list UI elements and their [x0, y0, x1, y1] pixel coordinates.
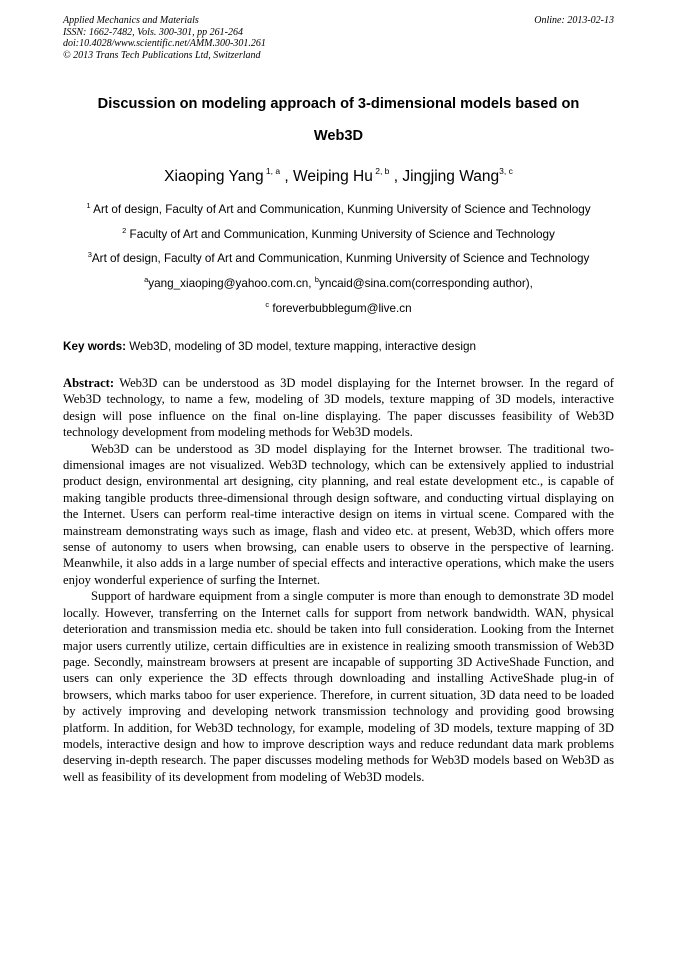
affiliation-number: 2 — [122, 226, 127, 235]
keywords-text: Web3D, modeling of 3D model, texture mapping, interactive design — [126, 340, 476, 353]
journal-doi: doi:10.4028/www.scientific.net/AMM.300-301.261 — [63, 38, 266, 49]
author-name: Xiaoping Yang — [164, 168, 264, 185]
author-name: Weiping Hu — [293, 168, 373, 185]
affiliation-text: Art of design, Faculty of Art and Communication, Kunming University of Science and Technology — [90, 203, 591, 216]
title-line-2: Web3D — [313, 128, 364, 144]
email-c[interactable]: foreverbubblegum@live.cn — [269, 302, 412, 315]
author-emails — [63, 276, 614, 292]
email-b[interactable]: yncaid@sina.com(corresponding author), — [318, 277, 533, 290]
email-superscript: a — [144, 275, 149, 284]
journal-copyright: © 2013 Trans Tech Publications Ltd, Switzerland — [63, 49, 261, 61]
email-superscript: b — [314, 275, 319, 284]
abstract-paragraph — [63, 375, 614, 441]
author-name: Jingjing Wang — [402, 168, 500, 185]
author-email-c — [63, 301, 614, 317]
title-line-1: Discussion on modeling approach of 3-dimensional models based on — [97, 96, 580, 112]
abstract-label: Abstract: — [63, 376, 115, 390]
affiliation-number: 3 — [87, 250, 92, 259]
affiliation — [63, 202, 614, 218]
online-date: Online: 2013-02-13 — [534, 15, 614, 26]
abstract-text: Web3D can be understood as 3D model displaying for the Internet browser. In the regard of Web3D technology, to name a few, modeling of 3D models, texture mapping of 3D models, interactive design will pose influence on the final on-line displaying. The paper discusses feasibility of Web3D technology development from modeling methods for Web3D models. — [63, 376, 614, 440]
author-superscript: 3, c — [499, 166, 513, 176]
body-text — [63, 375, 614, 785]
affiliation — [63, 227, 614, 243]
affiliation-text: Art of design, Faculty of Art and Communication, Kunming University of Science and Technology — [91, 252, 590, 265]
author-superscript: 2, b — [372, 166, 390, 176]
affiliation-text: Faculty of Art and Communication, Kunming University of Science and Technology — [126, 228, 555, 241]
email-a[interactable]: yang_xiaoping@yahoo.com.cn, — [148, 277, 315, 290]
journal-header — [63, 15, 483, 61]
keywords — [63, 339, 614, 355]
body-paragraph: Web3D can be understood as 3D model displaying for the Internet browser. The traditional two-dimensional images are not visualized. Web3D technology, which can be extensively applied to industrial product design, environmental art designing, city planning, and real estate development etc., is capable of making tangible products three-dimensional through design software, and conducting virtual displaying on the Internet. Users can perform real-time interactive design on items in virtual scene. Compared with the mainstream demonstrating ways such as image, flash and video etc. at present, Web3D, which offers more sense of autonomy to users when browsing, can enable users to observe in the perspective of learning. Meanwhile, it also adds in a large number of special effects and interactive operations, which make the users enjoy wonderful experience of surfing the Internet. — [63, 441, 614, 587]
keywords-label: Key words: — [63, 340, 126, 353]
journal-name: Applied Mechanics and Materials — [63, 15, 199, 26]
author-list: Xiaoping Yang $^{1, a}$ , Weiping Hu $^{2, b}$ , Jingjing Wang$^{3, c}$ — [164, 166, 513, 185]
paper-title — [63, 88, 614, 152]
body-paragraph: Support of hardware equipment from a single computer is more than enough to demonstrate 3D model locally. However, transferring on the Internet calls for support from network bandwidth. WAN, physical deterioration and transmission media etc. should be taken into full consideration. Looking from the Internet major users currently utilize, certain difficulties are in existence in realizing smooth transmission of Web3D page. Secondly, mainstream browsers at present are incapable of supporting 3D ActiveShade Function, and users can only experience the 3D effects through downloading and installing ActiveShade plug-in of browsers, which marks taboo for user experience. Therefore, in current situation, 3D data need to be loaded by actively improving and developing network transmission technology and providing good browsing platform. In addition, for Web3D technology, for example, modeling of 3D models, texture mapping of 3D models, interactive design and how to improve description ways and reduce redundant data mark problems deserving in-depth research. The paper discusses modeling methods for Web3D models based on Web3D as well as feasibility of its development from modeling of Web3D models. — [63, 589, 614, 784]
author-superscript: 1, a — [263, 166, 281, 176]
email-superscript: c — [265, 300, 270, 309]
journal-issn: ISSN: 1662-7482, Vols. 300-301, pp 261-264 — [63, 26, 243, 38]
affiliation-number: 1 — [86, 201, 91, 210]
affiliation — [63, 251, 614, 267]
